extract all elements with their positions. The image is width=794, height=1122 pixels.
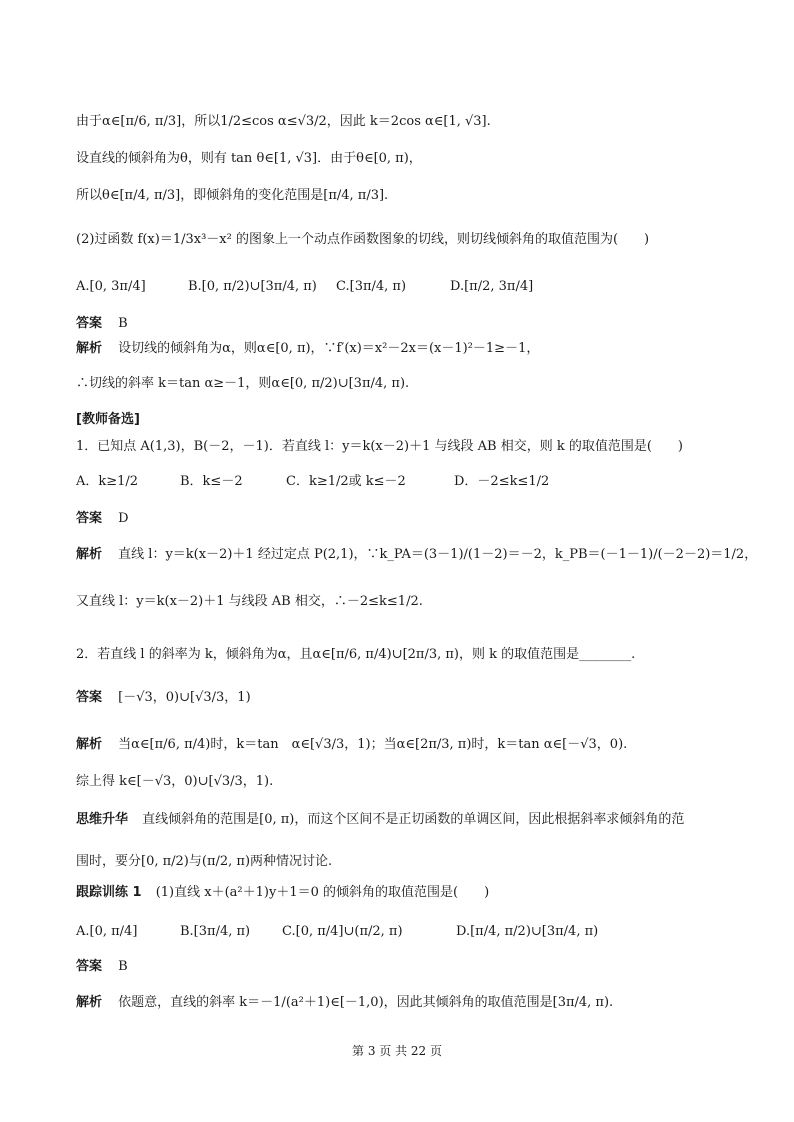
option-a: A.[0, 3π/4] bbox=[76, 279, 146, 294]
solution-3-cont: 综上得 k∈[－√3，0)∪[√3/3，1). bbox=[76, 774, 274, 789]
option-d: D．－2≤k≤1/2 bbox=[454, 474, 550, 489]
options-row-1 bbox=[76, 277, 736, 297]
solution-3 bbox=[76, 735, 627, 755]
answer-4 bbox=[76, 957, 128, 977]
tracking-text: (1)直线 x＋(a²＋1)y＋1＝0 的倾斜角的取值范围是( ) bbox=[155, 885, 490, 900]
thinking-summary bbox=[76, 810, 684, 830]
option-a: A．k≥1/2 bbox=[76, 474, 139, 489]
thinking-summary-cont: 围时，要分[0, π/2)与(π/2, π)两种情况讨论. bbox=[76, 854, 333, 869]
thinking-label: 思维升华 bbox=[76, 812, 129, 827]
question-2-stem: (2)过函数 f(x)＝1/3x³－x² 的图象上一个动点作函数图象的切线，则切线倾斜角的取值范围为( ) bbox=[76, 232, 650, 247]
answer-label: 答案 bbox=[76, 511, 103, 526]
answer-label: 答案 bbox=[76, 316, 103, 331]
solution-label: 解析 bbox=[76, 995, 103, 1010]
solution-label: 解析 bbox=[76, 737, 103, 752]
answer-label: 答案 bbox=[76, 959, 103, 974]
text-line-1: 由于α∈[π/6, π/3]，所以1/2≤cos α≤√3/2，因此 k＝2cos α∈[1, √3]. bbox=[76, 114, 491, 129]
solution-text: 当α∈[π/6, π/4)时，k＝tan α∈[√3/3，1)；当α∈[2π/3, π)时，k＝tan α∈[－√3，0). bbox=[118, 737, 628, 752]
text-line-2: 设直线的倾斜角为θ，则有 tan θ∈[1, √3]．由于θ∈[0, π)， bbox=[76, 151, 422, 166]
option-d: D.[π/2, 3π/4] bbox=[450, 279, 534, 294]
solution-label: 解析 bbox=[76, 547, 103, 562]
solution-label: 解析 bbox=[76, 341, 103, 356]
solution-2 bbox=[76, 545, 757, 565]
answer-value: [－√3，0)∪[√3/3，1) bbox=[118, 690, 251, 705]
teacher-question-1: 1．已知点 A(1,3)，B(－2，－1)．若直线 l：y＝k(x－2)＋1 与线段 AB 相交，则 k 的取值范围是( ) bbox=[76, 439, 684, 454]
option-d: D.[π/4, π/2)∪[3π/4, π) bbox=[456, 924, 599, 939]
solution-1 bbox=[76, 339, 539, 359]
options-row-3 bbox=[76, 922, 736, 942]
text-line-3: 所以θ∈[π/4, π/3]，即倾斜角的变化范围是[π/4, π/3]. bbox=[76, 188, 389, 203]
answer-1 bbox=[76, 314, 128, 334]
option-b: B．k≤－2 bbox=[180, 474, 243, 489]
answer-2 bbox=[76, 509, 129, 529]
thinking-text: 直线倾斜角的范围是[0, π)，而这个区间不是正切函数的单调区间，因此根据斜率求倾斜角的范 bbox=[142, 812, 685, 827]
page-footer: 第 3 页 共 22 页 bbox=[352, 1044, 442, 1058]
tracking-exercise bbox=[76, 883, 489, 903]
option-a: A.[0, π/4] bbox=[76, 924, 138, 939]
options-row-2 bbox=[76, 472, 736, 492]
solution-2-cont: 又直线 l：y＝k(x－2)＋1 与线段 AB 相交，∴－2≤k≤1/2. bbox=[76, 594, 423, 609]
teacher-question-2: 2．若直线 l 的斜率为 k，倾斜角为α，且α∈[π/6, π/4)∪[2π/3, π)，则 k 的取值范围是________. bbox=[76, 647, 636, 662]
solution-4 bbox=[76, 993, 613, 1013]
option-c: C．k≥1/2或 k≤－2 bbox=[286, 474, 406, 489]
answer-3 bbox=[76, 688, 251, 708]
answer-label: 答案 bbox=[76, 690, 103, 705]
solution-1-cont: ∴切线的斜率 k＝tan α≥－1，则α∈[0, π/2)∪[3π/4, π). bbox=[76, 376, 410, 391]
option-b: B.[0, π/2)∪[3π/4, π) bbox=[188, 279, 317, 294]
option-c: C.[0, π/4]∪(π/2, π) bbox=[282, 924, 403, 939]
teacher-section-label: [教师备选] bbox=[76, 412, 140, 427]
solution-text: 设切线的倾斜角为α，则α∈[0, π)，∵f′(x)＝x²－2x＝(x－1)²－1≥－1， bbox=[118, 341, 540, 356]
answer-value: B bbox=[118, 959, 128, 974]
option-b: B.[3π/4, π) bbox=[180, 924, 251, 939]
option-c: C.[3π/4, π) bbox=[336, 279, 407, 294]
solution-text: 直线 l：y＝k(x－2)＋1 经过定点 P(2,1)，∵k_PA＝(3－1)/(1－2)＝－2，k_PB＝(－1－1)/(－2－2)＝1/2， bbox=[118, 547, 758, 562]
solution-text: 依题意，直线的斜率 k＝－1/(a²＋1)∈[－1,0)，因此其倾斜角的取值范围是[3π/4, π). bbox=[118, 995, 614, 1010]
answer-value: B bbox=[118, 316, 128, 331]
tracking-label: 跟踪训练 1 bbox=[76, 885, 142, 900]
answer-value: D bbox=[118, 511, 129, 526]
